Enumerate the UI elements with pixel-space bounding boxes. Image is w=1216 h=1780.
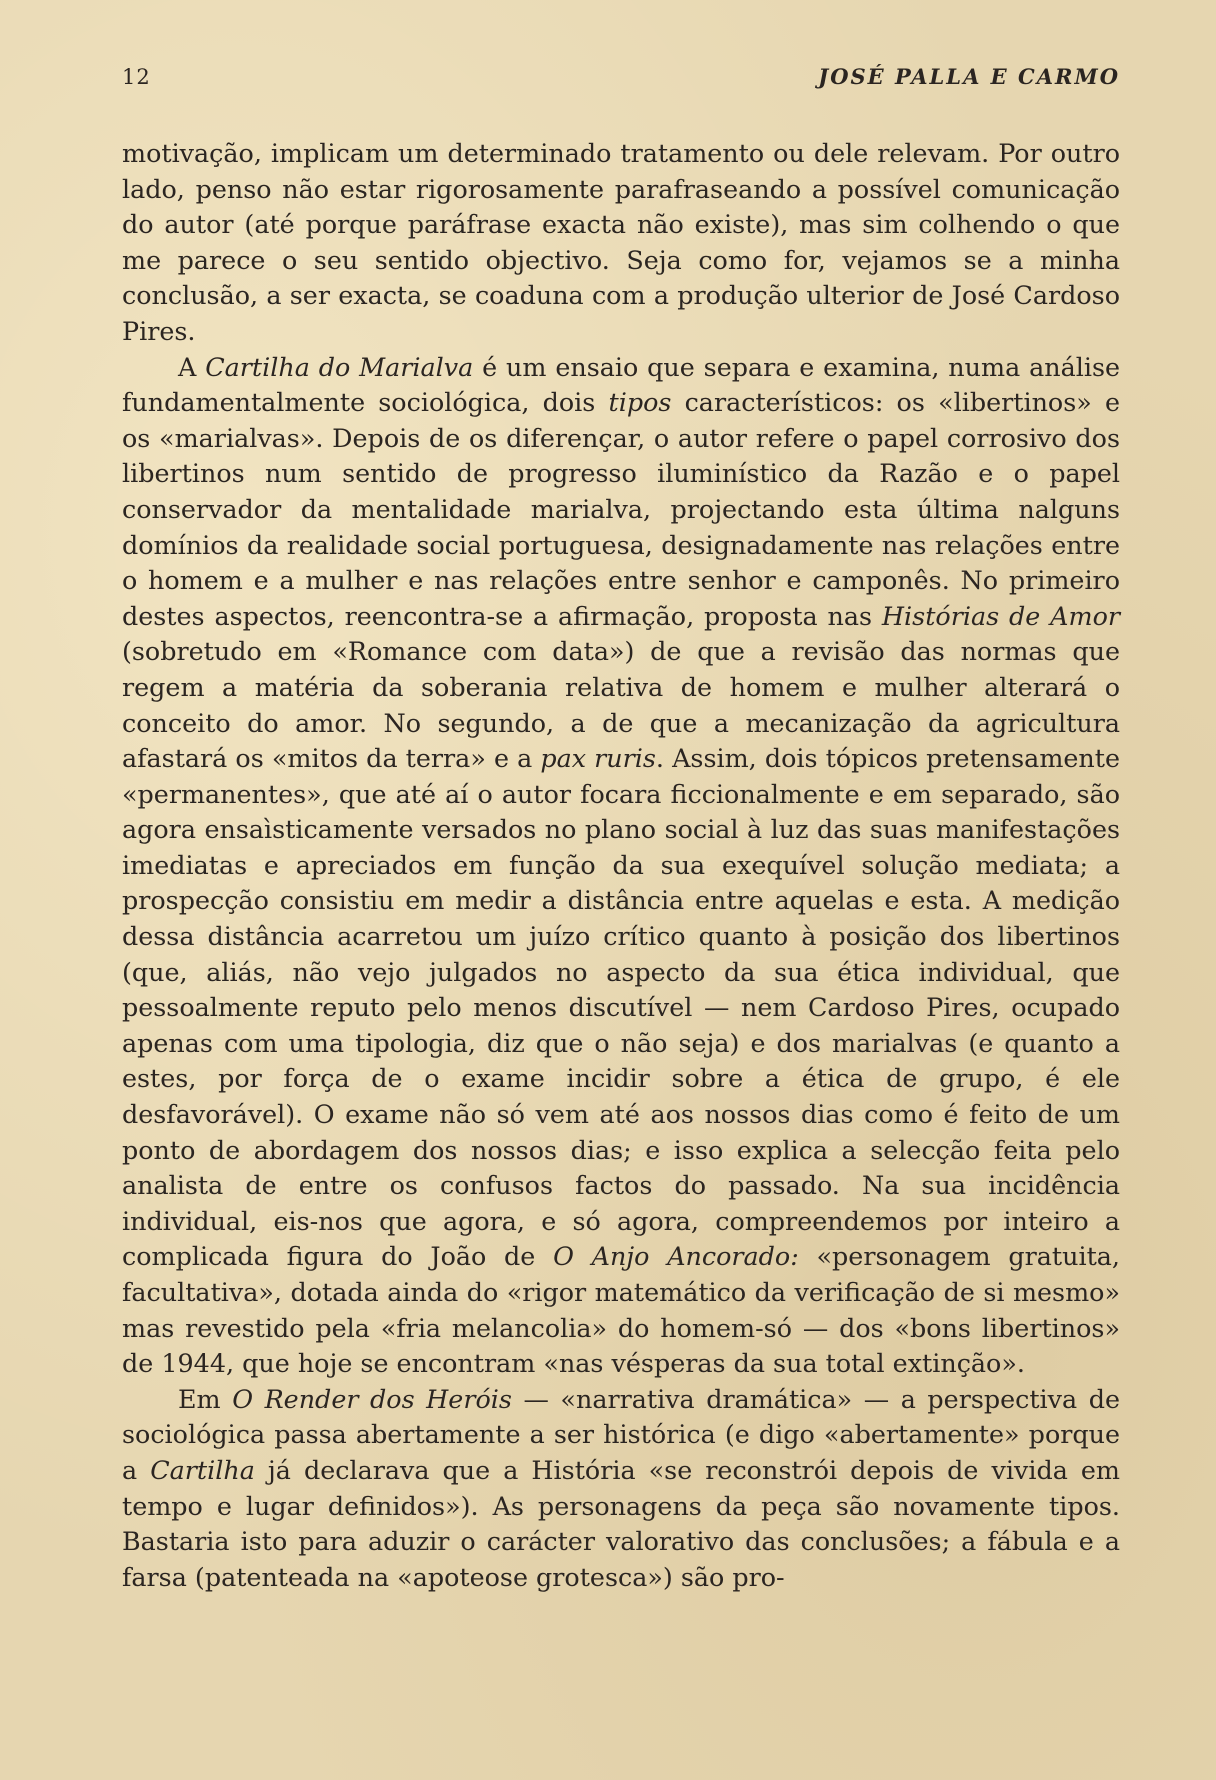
paragraph-2 — [122, 350, 1120, 1382]
text-run: — «narrativa dramática» — a perspectiva de sociológica passa abertamente a ser histórica (e digo «abertamente» porque a — [122, 1383, 1121, 1485]
page-number: 12 — [122, 65, 151, 89]
text-run: é um ensaio que separa e examina, numa análise fundamentalmente sociológica, dois — [122, 351, 1121, 418]
book-title: O Render dos Heróis — [232, 1383, 512, 1414]
text-run: já declarava que a História «se reconstrói depois de vivida em tempo e lugar definidos»). As personagens da peça são novamente tipos. Bastaria isto para aduzir o carácter valorativo das conclusões; a fábula e a farsa (patenteada na «apoteose grotesca») são pro- — [122, 1454, 1120, 1592]
paragraph-3 — [122, 1382, 1120, 1596]
text-run: . Assim, dois tópicos pretensamente «permanentes», que até aí o autor focara ficcionalmente e em separado, são agora ensaìsticamente versados no plano social à luz das suas manifestações imediatas e apreciados em função da sua exequível solução mediata; a prospecção consistiu em medir a distância entre aquelas e esta. A medição dessa distância acarretou um juízo crítico quanto à posição dos libertinos (que, aliás, não vejo julgados no aspecto da sua ética individual, que pessoalmente reputo pelo menos discutível — nem Cardoso Pires, ocupado apenas com uma tipologia, diz que o não seja) e dos marialvas (e quanto a estes, por força de o exame incidir sobre a ética de grupo, é ele desfavorável). O exame não só vem até aos nossos dias como é feito de um ponto de abordagem dos nossos dias; e isso explica a selecção feita pelo analista de entre os confusos factos do passado. Na sua incidência individual, eis-nos que agora, e só agora, compreendemos por inteiro a complicada figura do João de — [122, 743, 1120, 1272]
running-header — [122, 64, 1120, 98]
text-run: A — [178, 351, 206, 382]
latin-phrase: pax ruris — [540, 743, 656, 774]
text-run: característicos: os «libertinos» e os «marialvas». Depois de os diferençar, o autor refere o papel corrosivo dos libertinos num sentido de progresso iluminístico da Razão e o papel conservador da mentalidade marialva, projectando esta última nalguns domínios da realidade social portuguesa, designadamente nas relações entre o homem e a mulher e nas relações entre senhor e camponês. No primeiro destes aspectos, reencontra-se a afirmação, proposta nas — [122, 387, 1120, 631]
paragraph-1: motivação, implicam um determinado tratamento ou dele relevam. Por outro lado, penso não estar rigorosamente parafraseando a possível comunicação do autor (até porque paráfrase exacta não existe), mas sim colhendo o que me parece o seu sentido objectivo. Seja como for, vejamos se a minha conclusão, a ser exacta, se coaduna com a produção ulterior de José Cardoso Pires. — [122, 138, 1120, 346]
book-title: O Anjo Ancorado: — [553, 1241, 799, 1272]
text-run: (sobretudo em «Romance com data») de que a revisão das normas que regem a matéria da soberania relativa de homem e mulher alterará o conceito do amor. No segundo, a de que a mecanização da agricultura afastará os «mitos da terra» e a — [122, 636, 1120, 774]
book-title: Histórias de Amor — [881, 600, 1120, 631]
book-page — [122, 64, 1120, 1595]
text-run: «personagem gratuita, facultativa», dotada ainda do «rigor matemático da verificação de si mesmo» mas revestido pela «fria melancolia» do homem-só — dos «bons libertinos» de 1944, que hoje se encontram «nas vésperas da sua total extinção». — [122, 1241, 1120, 1379]
book-title: Cartilha do Marialva — [205, 351, 474, 382]
emphasis: tipos — [608, 387, 672, 418]
book-title: Cartilha — [150, 1454, 255, 1485]
text-run: Em — [178, 1383, 233, 1414]
body-text — [122, 136, 1120, 1595]
running-title: JOSÉ PALLA E CARMO — [818, 64, 1120, 89]
